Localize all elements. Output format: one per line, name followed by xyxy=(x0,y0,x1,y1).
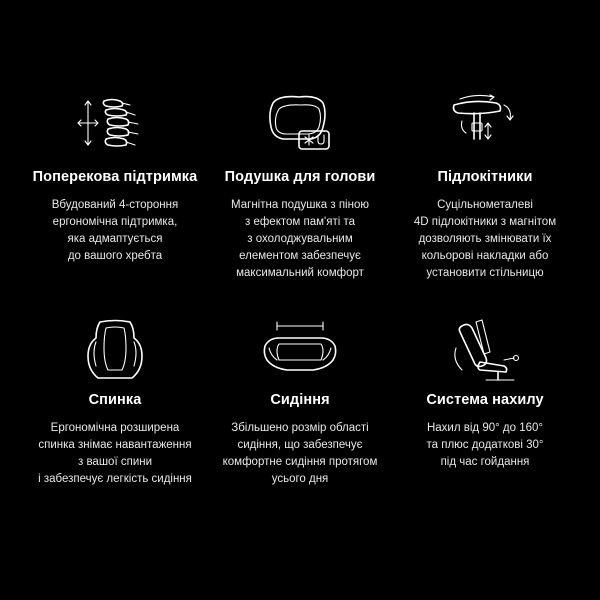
description-line: усього дня xyxy=(271,473,329,485)
description-line: яка адмаптується xyxy=(67,233,163,245)
feature-title: Система нахилу xyxy=(426,392,544,408)
description-line: ергономічна підтримка, xyxy=(52,216,178,228)
description-line: з ефектом пам'яті та xyxy=(244,216,356,228)
feature-title: Сидіння xyxy=(270,392,330,408)
description-line: з охолоджувальним xyxy=(247,233,353,245)
feature-title: Підлокітники xyxy=(437,169,533,185)
spine-lumbar-icon xyxy=(70,93,160,157)
description-line: і забезпечує легкість сидіння xyxy=(38,473,192,485)
feature-description xyxy=(205,197,395,282)
feature-description xyxy=(20,420,210,488)
feature-title: Подушка для голови xyxy=(224,169,376,185)
description-line: установити стільницю xyxy=(426,267,544,279)
feature-description xyxy=(20,197,210,265)
feature-description xyxy=(205,420,395,488)
description-line: кольорові накладки або xyxy=(421,250,549,262)
seat-cushion-icon xyxy=(255,318,345,382)
description-line: елементом забезпечує xyxy=(239,250,361,262)
description-line: до вашого хребта xyxy=(67,250,163,262)
feature-title: Спинка xyxy=(88,392,142,408)
description-line: Вбудований 4-стороння xyxy=(51,199,179,211)
description-line: максимальний комфорт xyxy=(236,267,364,279)
description-line: комфортне сидіння протягом xyxy=(222,456,378,468)
description-line: сидіння, що забезпечує xyxy=(237,439,363,451)
description-line: Ергономічна розширена xyxy=(50,422,180,434)
feature-description xyxy=(390,197,580,282)
description-line: під час гойдання xyxy=(440,456,530,468)
description-line: дозволяють змінювати їх xyxy=(418,233,552,245)
tilt-system-icon xyxy=(440,318,530,382)
description-line: Збільшено розмір області xyxy=(231,422,369,434)
armrest-icon xyxy=(440,93,530,157)
feature-title: Поперекова підтримка xyxy=(32,169,198,185)
description-line: Суцільнометалеві xyxy=(437,199,533,211)
description-line: Нахил від 90° до 160° xyxy=(426,422,544,434)
description-line: спинка знімає навантаження xyxy=(38,439,192,451)
feature-description xyxy=(390,420,580,471)
chair-back-icon xyxy=(70,318,160,382)
description-line: Магнітна подушка з піною xyxy=(231,199,369,211)
description-line: з вашої спини xyxy=(77,456,153,468)
headrest-pillow-icon xyxy=(255,93,345,157)
description-line: та плюс додаткові 30° xyxy=(426,439,544,451)
description-line: 4D підлокітники з магнітом xyxy=(413,216,557,228)
